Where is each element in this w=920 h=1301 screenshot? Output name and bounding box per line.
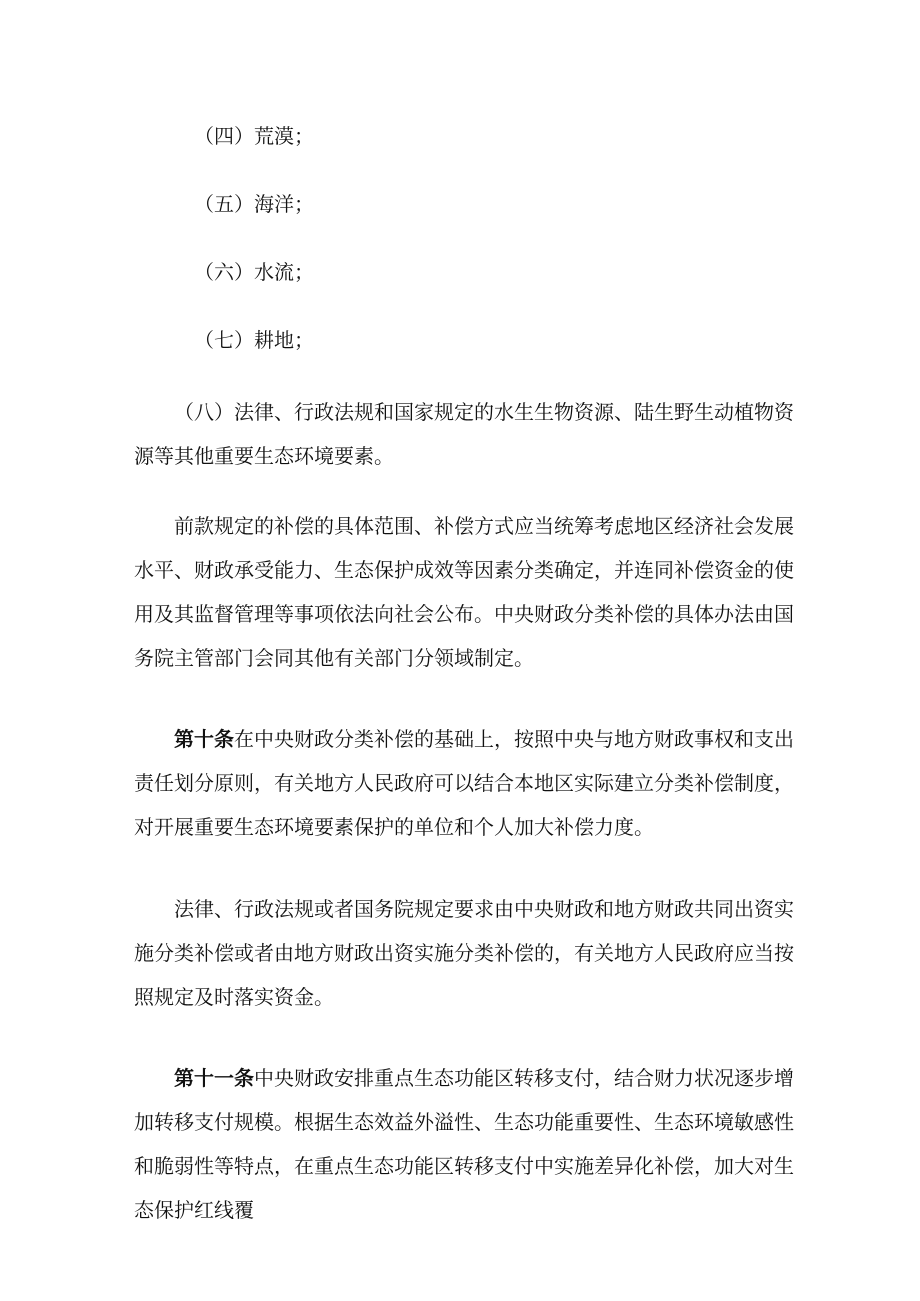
article-11-text: 中央财政安排重点生态功能区转移支付，结合财力状况逐步增加转移支付规模。根据生态效益外溢性、生态功能重要性、生态环境敏感性和脆弱性等特点，在重点生态功能区转移支付中实施差异化补偿，加大对生态保护红线覆 xyxy=(134,1066,794,1222)
article-10-text: 在中央财政分类补偿的基础上，按照中央与地方财政事权和支出责任划分原则，有关地方人民政府可以结合本地区实际建立分类补偿制度，对开展重要生态环境要素保护的单位和个人加大补偿力度。 xyxy=(134,727,794,839)
list-item-ocean: （五）海洋； xyxy=(194,192,314,216)
paragraph-local-funding: 法律、行政法规或者国务院规定要求由中央财政和地方财政共同出资实施分类补偿或者由地方财政出资实施分类补偿的，有关地方人民政府应当按照规定及时落实资金。 xyxy=(134,897,794,1009)
article-11-paragraph xyxy=(134,1056,794,1232)
article-10-paragraph xyxy=(134,717,794,849)
list-item-farmland: （七）耕地； xyxy=(194,328,314,352)
list-item-desert: （四）荒漠； xyxy=(194,124,314,148)
list-item-other-elements: （八）法律、行政法规和国家规定的水生生物资源、陆生野生动植物资源等其他重要生态环境要素。 xyxy=(134,400,794,468)
article-11-number: 第十一条 xyxy=(174,1066,254,1090)
paragraph-compensation-scope: 前款规定的补偿的具体范围、补偿方式应当统筹考虑地区经济社会发展水平、财政承受能力、生态保护成效等因素分类确定，并连同补偿资金的使用及其监督管理等事项依法向社会公布。中央财政分类补偿的具体办法由国务院主管部门会同其他有关部门分领域制定。 xyxy=(134,514,794,670)
article-10-number: 第十条 xyxy=(174,727,234,751)
list-item-water-flow: （六）水流； xyxy=(194,260,314,284)
